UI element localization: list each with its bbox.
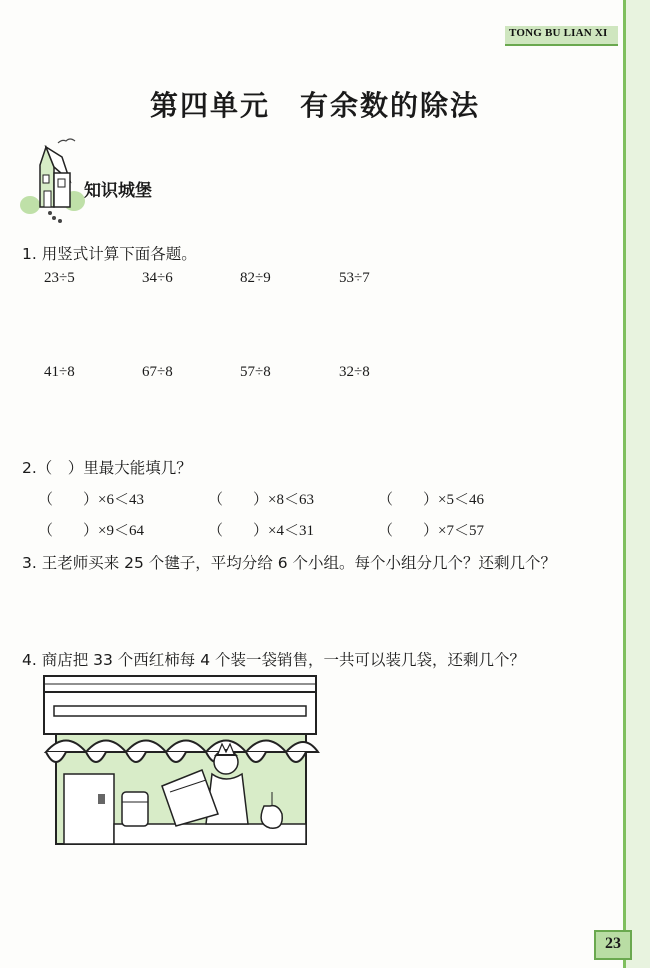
question-1-prompt: 1. 用竖式计算下面各题。 [22, 245, 197, 263]
expression: 57÷8 [240, 364, 271, 380]
expression: 34÷6 [142, 270, 173, 286]
question-4-prompt: 4. 商店把 33 个西红柿每 4 个装一袋销售，一共可以装几袋，还剩几个？ [22, 651, 526, 669]
fill-blank-item: （ ）×7＜57 [378, 523, 484, 539]
question-2-prompt: 2.（ ）里最大能填几？ [22, 459, 192, 477]
header-underline [505, 44, 618, 46]
expression: 23÷5 [44, 270, 75, 286]
fill-blank-item: （ ）×5＜46 [378, 492, 484, 508]
fill-blank-item: （ ）×4＜31 [208, 523, 314, 539]
storefront-illustration [42, 674, 320, 874]
expression: 41÷8 [44, 364, 75, 380]
fill-blank-item: （ ）×8＜63 [208, 492, 314, 508]
fill-blank-item: （ ）×6＜43 [38, 492, 144, 508]
page-number-box [594, 930, 632, 960]
running-header: TONG BU LIAN XI [509, 27, 608, 39]
margin-strip [626, 0, 650, 968]
expression: 53÷7 [339, 270, 370, 286]
expression: 67÷8 [142, 364, 173, 380]
section-label: 知识城堡 [84, 181, 152, 201]
question-3-prompt: 3. 王老师买来 25 个毽子，平均分给 6 个小组。每个小组分几个？还剩几个？ [22, 554, 557, 572]
fill-blank-item: （ ）×9＜64 [38, 523, 144, 539]
page-number: 23 [605, 935, 621, 952]
margin-rule [623, 0, 626, 968]
page-title: 第四单元 有余数的除法 [149, 91, 480, 122]
expression: 82÷9 [240, 270, 271, 286]
castle-icon [18, 135, 88, 225]
expression: 32÷8 [339, 364, 370, 380]
